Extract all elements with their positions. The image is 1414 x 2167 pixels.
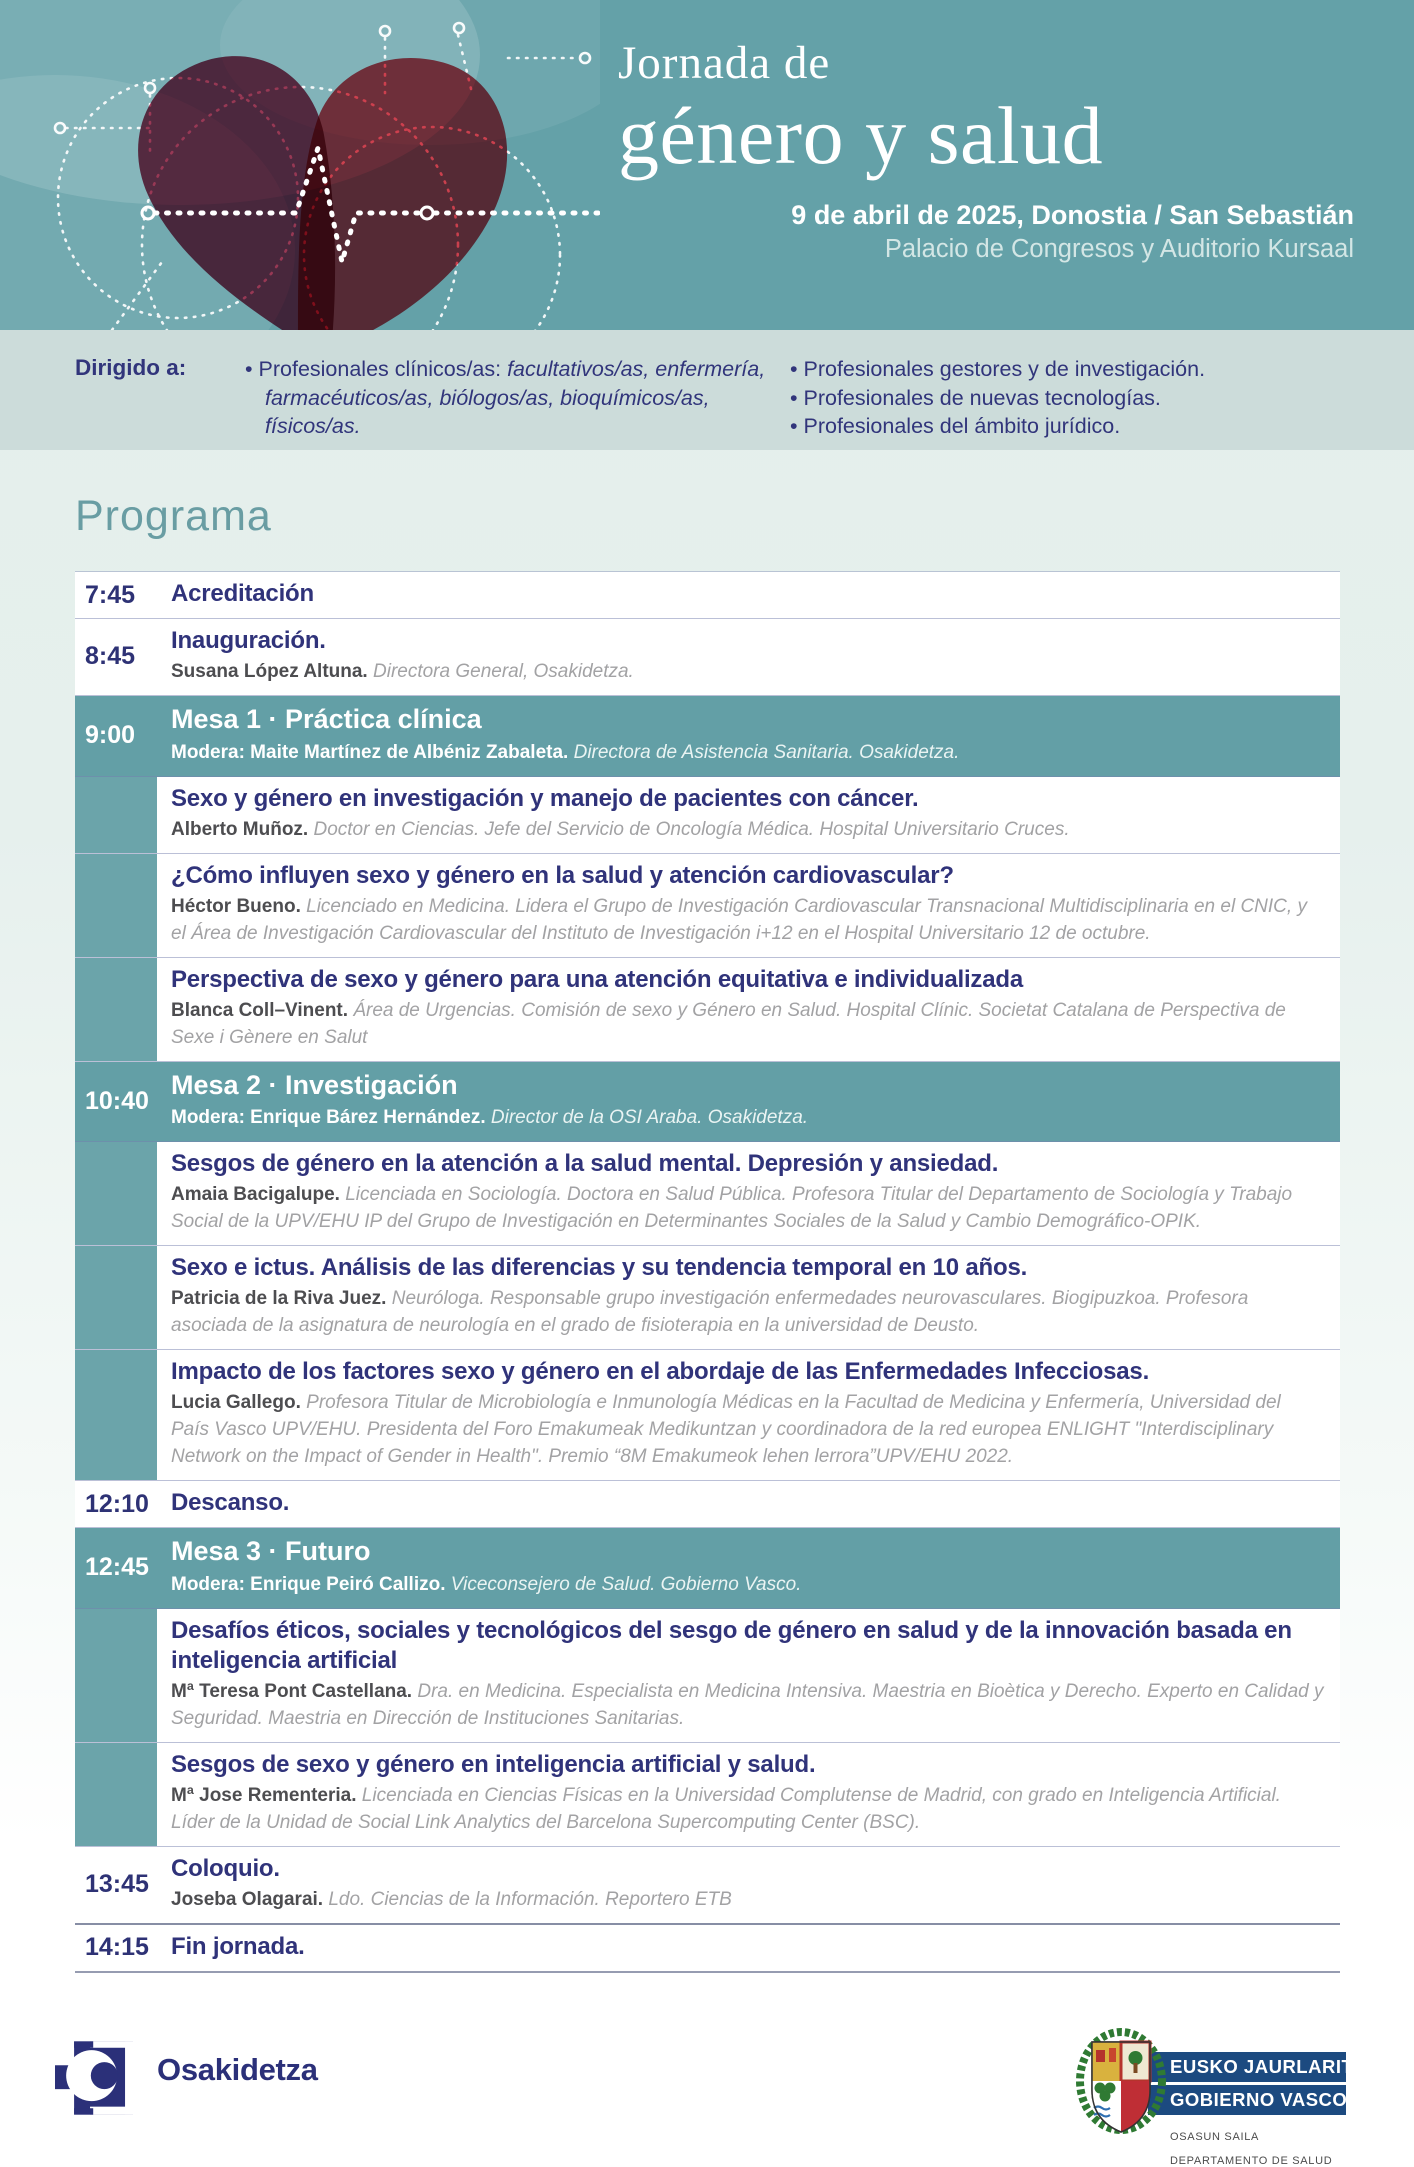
speaker-role: Licenciado en Medicina. Lidera el Grupo de Investigación Cardiovascular Transnacional Multidisciplinaria en el CNIC, y el Área de Investigación Cardiovascular del Instituto de Investigación i+12 en el Hospital Universitario 12 de octubre. [171,895,1307,944]
basque-government-logo [1076,2028,1379,2167]
gov-department-spanish: DEPARTAMENTO DE SALUD [1170,2154,1333,2167]
event-venue: Palacio de Congresos y Auditorio Kursaal [884,234,1354,263]
time-cell: 13:45 [85,1870,149,1899]
row-content [157,619,1340,695]
footer [55,2028,1379,2167]
program-row [75,1609,1340,1743]
event-title-line2: género y salud [618,90,1104,181]
program-row [75,1246,1340,1350]
row-content [157,1847,1340,1923]
time-cell: 8:45 [85,642,136,671]
speaker-role: Licenciada en Sociología. Doctora en Salud Pública. Profesora Titular del Departamento de Sociología y Trabajo Social de la UPV/EHU IP del Grupo de Investigación en Determinantes Sociales de la Salud y Cambio Demográfico-OPIK. [171,1184,1293,1233]
row-content [157,1481,1340,1527]
program-heading: Programa [75,492,272,540]
gov-bar-eusko: EUSKO JAURLARITZA [1148,2052,1346,2082]
speaker-name: Alberto Muñoz. [171,818,314,840]
speaker-line [171,817,1324,844]
event-date: 9 de abril de 2025, Donostia / San Sebastián [791,199,1354,230]
time-cell: 10:40 [85,1086,149,1115]
session-title: Impacto de los factores sexo y género en el abordaje de las Enfermedades Infecciosas. [171,1358,1150,1386]
session-title: Perspectiva de sexo y género para una atención equitativa e individualizada [171,965,1023,993]
event-title-line1: Jornada de [618,37,831,89]
row-content [157,1609,1340,1742]
speaker-role: Licenciada en Ciencias Físicas en la Universidad Complutense de Madrid, con grado en Inteligencia Artificial. Líder de la Unidad de Social Link Analytics del Barcelona Supercomputing Center (BSC). [171,1784,1281,1833]
audience-bullet: • Profesionales gestores y de investigación. [790,357,1206,381]
speaker-name: Mª Jose Rementeria. [171,1784,362,1806]
speaker-line [171,1390,1324,1471]
time-cell [75,1246,157,1349]
speaker-name: Modera: Enrique Peiró Callizo. [171,1573,451,1595]
session-title: Sesgos de sexo y género en inteligencia artificial y salud. [171,1750,816,1778]
program-row [75,1847,1340,1924]
session-title: Acreditación [171,580,314,607]
speaker-line [171,1286,1324,1340]
program-table [75,571,1340,1973]
row-content [157,854,1340,957]
osakidetza-label: Osakidetza [157,2051,318,2087]
time-cell: 7:45 [85,580,136,609]
time-cell: 12:10 [85,1489,149,1518]
speaker-role: Directora de Asistencia Sanitaria. Osakidetza. [573,741,960,763]
speaker-line [171,1182,1324,1236]
row-content [157,958,1340,1061]
audience-bullet: • Profesionales del ámbito jurídico. [790,414,1121,439]
header-text-block [618,36,1354,264]
speaker-line [171,659,1324,686]
audience-bullet: • Profesionales de nuevas tecnologías. [790,385,1161,410]
heart-ekg-illustration [0,0,600,330]
session-title: Inauguración. [171,627,326,654]
session-title: Sesgos de género en la atención a la salud mental. Depresión y ansiedad. [171,1150,999,1178]
session-title: Sexo y género en investigación y manejo de pacientes con cáncer. [171,784,919,812]
speaker-name: Héctor Bueno. [171,895,307,917]
speaker-name: Joseba Olagarai. [171,1888,329,1910]
program-row [75,777,1340,854]
speaker-name: Blanca Coll–Vinent. [171,999,354,1021]
time-cell: 14:15 [85,1933,149,1962]
speaker-role: Dra. en Medicina. Especialista en Medicina Intensiva. Maestria en Bioètica y Derecho. Experto en Calidad y Seguridad. Maestria en Dirección de Instituciones Sanitarias. [171,1680,1324,1729]
speaker-role: Directora General, Osakidetza. [373,661,634,682]
time-cell [75,958,157,1061]
program-row [75,1350,1340,1481]
time-cell [75,1743,157,1846]
program-row [75,619,1340,696]
speaker-role: Ldo. Ciencias de la Información. Reportero ETB [328,1888,732,1910]
osakidetza-cross-icon [55,2028,133,2128]
speaker-line [171,1783,1324,1837]
speaker-name: Susana López Altuna. [171,661,373,682]
speaker-role: Director de la OSI Araba. Osakidetza. [490,1107,809,1129]
audience-column-1 [245,355,790,450]
speaker-name: Lucia Gallego. [171,1392,307,1414]
time-cell [75,1142,157,1245]
speaker-name: Amaia Bacigalupe. [171,1184,346,1206]
session-title: Descanso. [171,1489,290,1517]
time-cell [75,854,157,957]
speaker-line [171,740,1324,767]
program-row [75,572,1340,619]
speaker-line [171,1887,1324,1914]
program-row [75,958,1340,1062]
session-title: Sexo e ictus. Análisis de las diferencias y su tendencia temporal en 10 años. [171,1254,1028,1282]
program-row-mesa [75,1528,1340,1609]
row-content [157,1246,1340,1349]
row-content [157,1743,1340,1846]
audience-bullet-lead: Profesionales clínicos/as: [258,357,508,381]
session-title: Coloquio. [171,1854,280,1882]
basque-shield-icon [1076,2028,1166,2134]
speaker-line [171,894,1324,948]
speaker-name: Patricia de la Riva Juez. [171,1288,392,1310]
audience-strip [0,330,1414,450]
program-row-mesa [75,696,1340,777]
program-row [75,1142,1340,1246]
program-row [75,854,1340,958]
speaker-line [171,1572,1324,1599]
row-content [157,1350,1340,1480]
row-content [157,696,1340,776]
speaker-role: Profesora Titular de Microbiología e Inmunología Médicas en la Facultad de Medicina y Enfermería, Universidad del País Vasco UPV/EHU. Presidenta del Foro Emakumeak Medikuntzan y coordinadora de la red europea ENLIGHT "Interdisciplinary Network on the Impact of Gender in Health". Premio “8M Emakumeok lehen lerrora”UPV/EHU 2022. [171,1392,1281,1468]
speaker-role: Área de Urgencias. Comisión de sexo y Género en Salud. Hospital Clínic. Societat Catalana de Perspectiva de Sexe i Gènere en Salut [171,999,1286,1048]
session-title: Fin jornada. [171,1932,305,1960]
row-content [157,1062,1340,1142]
speaker-name: Modera: Maite Martínez de Albéniz Zabaleta. [171,741,574,763]
session-title: Mesa 3 · Futuro [171,1536,371,1567]
row-content [157,1528,1340,1608]
audience-column-2 [790,355,1350,450]
program-row [75,1743,1340,1847]
session-title: Desafíos éticos, sociales y tecnológicos del sesgo de género en salud y de la innovación basada en inteligencia artificial [171,1616,1292,1674]
speaker-line [171,1105,1324,1132]
audience-bullet-italic: facultativos/as, enfermería, farmacéuticos/as, biólogos/as, bioquímicos/as, físicos/as. [265,357,766,439]
speaker-line [171,998,1324,1052]
row-content [157,1142,1340,1245]
time-cell: 12:45 [85,1553,149,1582]
speaker-name: Modera: Enrique Bárez Hernández. [171,1107,491,1129]
gov-bar-gobierno: GOBIERNO VASCO [1148,2085,1346,2115]
session-title: Mesa 1 · Práctica clínica [171,703,482,734]
time-cell [75,1350,157,1480]
program-row-mesa [75,1062,1340,1143]
row-content [157,777,1340,853]
audience-bullet: • Profesionales clínicos/as: facultativos/as, enfermería, farmacéuticos/as, biólogos/as, bioquímicos/as, físicos/as. [245,357,766,439]
gov-department-basque: OSASUN SAILA [1170,2130,1260,2143]
session-title: Mesa 2 · Investigación [171,1069,458,1100]
session-title: ¿Cómo influyen sexo y género en la salud y atención cardiovascular? [171,861,954,889]
osakidetza-logo [55,2028,318,2128]
program-row [75,1481,1340,1528]
time-cell [75,1609,157,1742]
time-cell [75,777,157,853]
speaker-role: Doctor en Ciencias. Jefe del Servicio de Oncología Médica. Hospital Universitario Cruces. [313,818,1070,840]
row-content [157,1925,1340,1971]
speaker-name: Mª Teresa Pont Castellana. [171,1680,418,1702]
basque-government-text-block [1148,2028,1379,2167]
row-content [157,572,1340,618]
header-banner [0,0,1414,330]
speaker-role: Viceconsejero de Salud. Gobierno Vasco. [450,1573,802,1595]
speaker-line [171,1679,1324,1733]
time-cell: 9:00 [85,721,136,750]
program-row [75,1923,1340,1973]
audience-label: Dirigido a: [75,355,187,380]
speaker-role: Neuróloga. Responsable grupo investigación enfermedades neurovasculares. Biogipuzkoa. Profesora asociada de la asignatura de neurología en el grado de fisioterapia en la universidad de Deusto. [171,1288,1249,1337]
